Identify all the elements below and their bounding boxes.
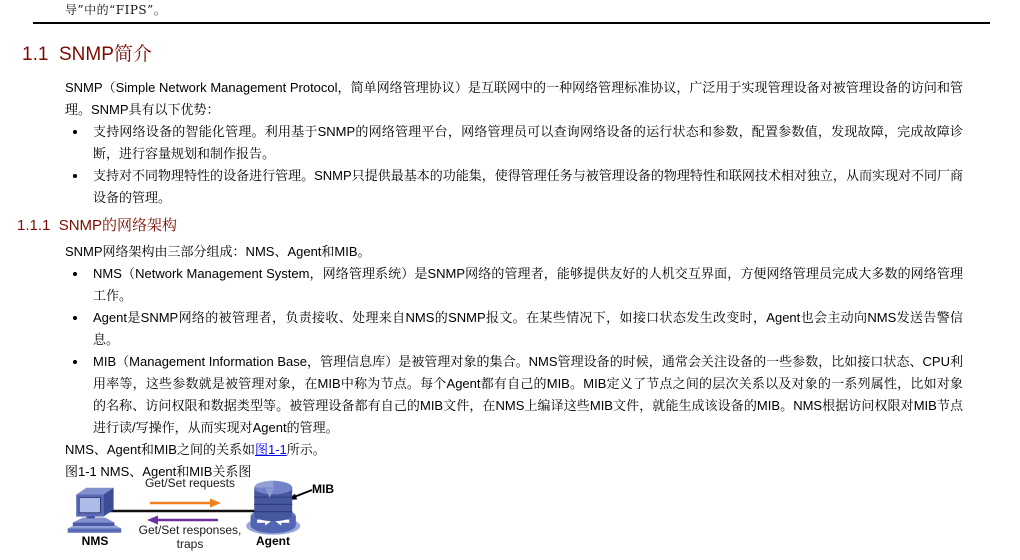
list-item-text: MIB（Management Information Base，管理信息库）是被管理对象的集合。NMS管理设备的时候，通常会关注设备的一些参数，比如接口状态、CPU利用率等，这些参数就是被管理对象，在MIB中称为节点。每个Agent都有自己的MIB。MIB定义了节点之间的层次关系以及对象的一系列属性，比如对象的名称、访问权限和数据类型等。被管理设备都有自己的MIB文件，在NMS上编译这些MIB文件，就能生成该设备的MIB。NMS根据访问权限对MIB节点进行读/写操作，从而实现对Agent的管理。 xyxy=(93,354,963,435)
list-item-text: 支持对不同物理特性的设备进行管理。SNMP只提供最基本的功能集，使得管理任务与被管理设备的物理特性和联网技术相对独立，从而实现对不同厂商设备的管理。 xyxy=(93,168,963,205)
list-item xyxy=(65,307,963,351)
bullet-icon xyxy=(73,174,77,178)
request-arrow-label: Get/Set requests xyxy=(144,476,236,490)
figure-reference-text: NMS、Agent和MIB之间的关系如 xyxy=(65,442,255,457)
heading-1-1: 1.1 SNMP简介 xyxy=(22,44,152,65)
figure-reference-text: 所示。 xyxy=(286,442,326,457)
bullet-icon xyxy=(73,130,77,134)
request-arrow-icon xyxy=(150,499,221,508)
header-divider xyxy=(33,22,990,24)
response-arrow-label-line2: traps xyxy=(176,537,204,551)
architecture-intro-paragraph: SNMP网络架构由三部分组成：NMS、Agent和MIB。 xyxy=(65,244,371,259)
list-item-text: NMS（Network Management System，网络管理系统）是SNMP网络的管理者，能够提供友好的人机交互界面，方便网络管理员完成大多数的网络管理工作。 xyxy=(93,266,963,303)
nms-label: NMS xyxy=(81,534,109,548)
figure-reference-paragraph xyxy=(65,439,963,461)
list-item xyxy=(65,263,963,307)
list-item-text: Agent是SNMP网络的被管理者，负责接收、处理来自NMS的SNMP报文。在某些情况下，如接口状态发生改变时，Agent也会主动向NMS发送告警信息。 xyxy=(93,310,963,347)
figure-link[interactable]: 图1-1 xyxy=(254,442,287,457)
carryover-text: 导”中的“FIPS”。 xyxy=(65,3,167,17)
list-item xyxy=(65,351,963,439)
figure-caption: 图1-1 NMS、Agent和MIB关系图 xyxy=(65,464,252,479)
snmp-intro-paragraph: SNMP（Simple Network Management Protocol，简单网络管理协议）是互联网中的一种网络管理标准协议，广泛用于实现管理设备对被管理设备的访问和管理。SNMP具有以下优势： xyxy=(65,80,963,117)
architecture-components-list xyxy=(65,263,963,439)
response-arrow-label-line1: Get/Set responses, xyxy=(138,523,242,537)
mib-label: MIB xyxy=(312,482,334,496)
list-item-text: 支持网络设备的智能化管理。利用基于SNMP的网络管理平台，网络管理员可以查询网络设备的运行状态和参数，配置参数值，发现故障，完成故障诊断，进行容量规划和制作报告。 xyxy=(93,124,963,161)
heading-1-1-1: 1.1.1 SNMP的网络架构 xyxy=(17,217,178,234)
figure-1-1 xyxy=(60,476,390,560)
bullet-icon xyxy=(73,272,77,276)
snmp-advantages-list xyxy=(65,121,963,209)
bullet-icon xyxy=(73,360,77,364)
bullet-icon xyxy=(73,316,77,320)
list-item xyxy=(65,121,963,165)
agent-label: Agent xyxy=(256,534,290,548)
list-item xyxy=(65,165,963,209)
